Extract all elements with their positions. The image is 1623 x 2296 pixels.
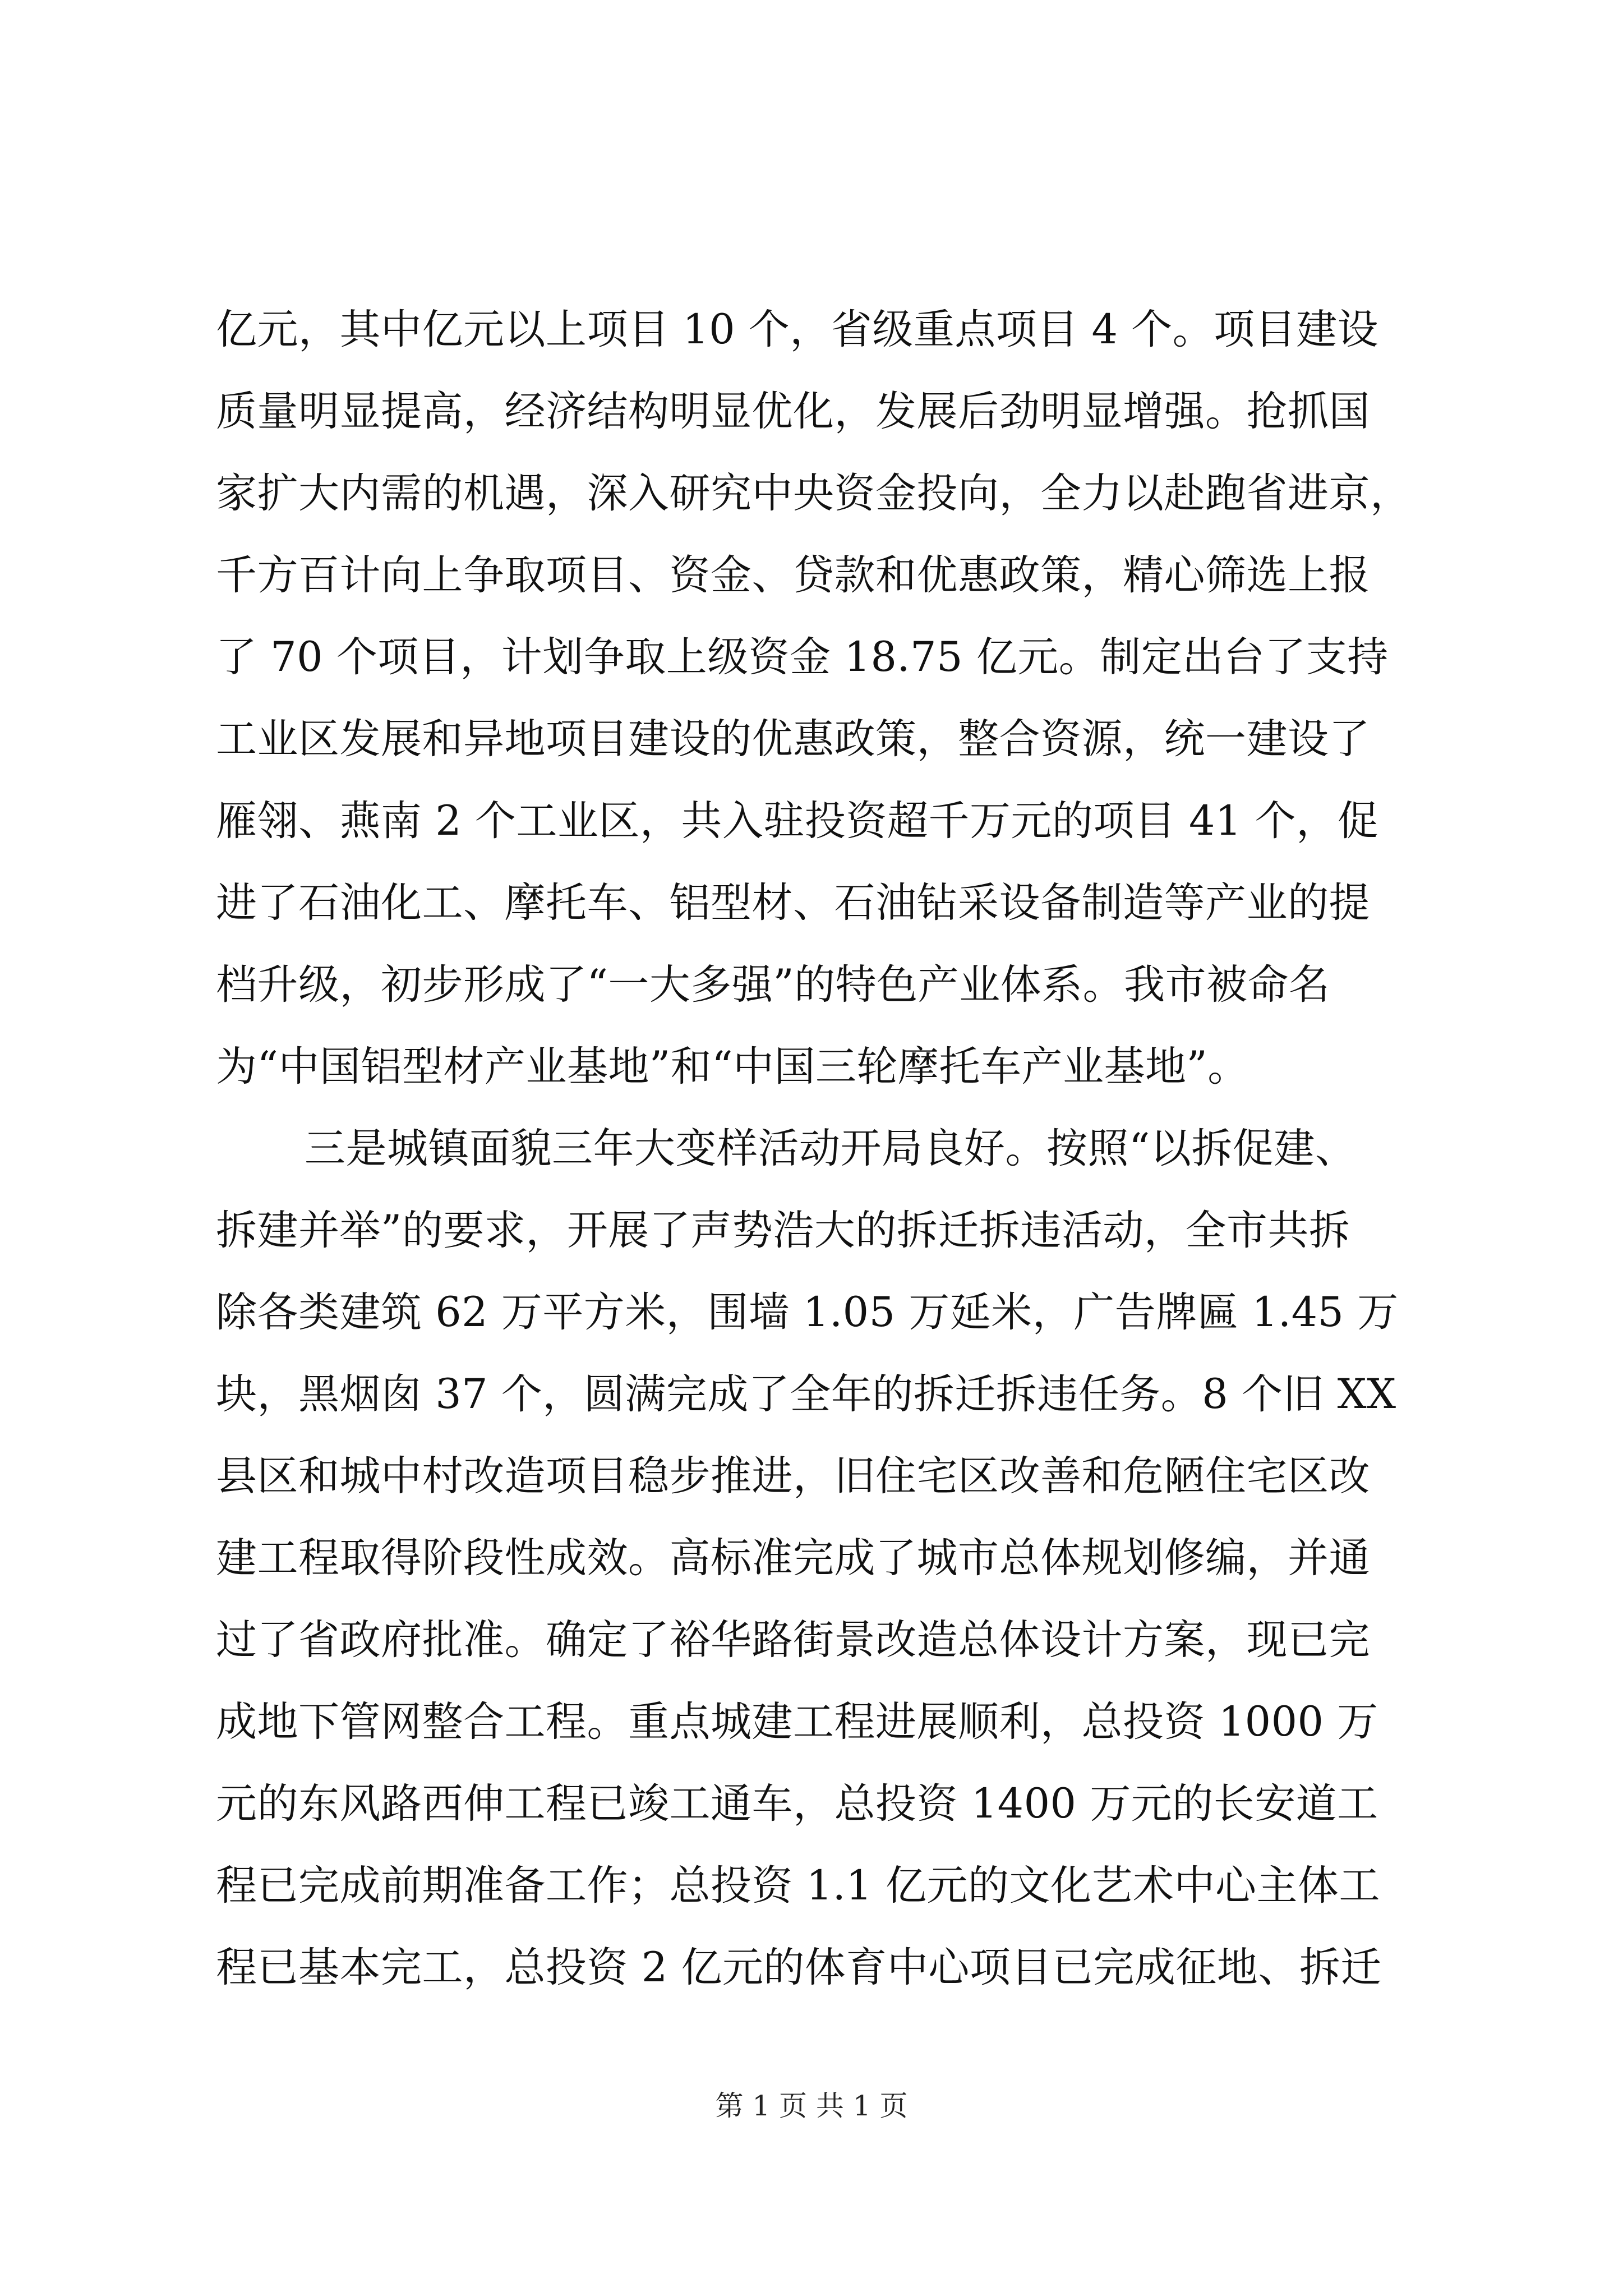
text-line: 工业区发展和异地项目建设的优惠政策，整合资源，统一建设了 (216, 715, 1370, 763)
text-line: 亿元，其中亿元以上项目 10 个，省级重点项目 4 个。项目建设 (216, 306, 1379, 353)
text-line: 家扩大内需的机遇，深入研究中央资金投向，全力以赴跑省进京， (216, 470, 1412, 517)
text-line: 了 70 个项目，计划争取上级资金 18.75 亿元。制定出台了支持 (216, 633, 1389, 681)
page-number-label: 第 1 页 共 1 页 (715, 2090, 908, 2122)
text-line: 雁翎、燕南 2 个工业区，共入驻投资超千万元的项目 41 个，促 (216, 797, 1379, 845)
paragraph-first-line: 三是城镇面貌三年大变样活动开局良好。按照“以拆促建、 (305, 1125, 1357, 1172)
text-line: 建工程取得阶段性成效。高标准完成了城市总体规划修编，并通 (216, 1534, 1370, 1582)
text-line: 元的东风路西伸工程已竣工通车，总投资 1400 万元的长安道工 (216, 1780, 1378, 1828)
text-line: 进了石油化工、摩托车、铝型材、石油钻采设备制造等产业的提 (216, 879, 1370, 927)
text-line: 拆建并举”的要求，开展了声势浩大的拆迁拆违活动，全市共拆 (216, 1207, 1350, 1254)
text-line: 成地下管网整合工程。重点城建工程进展顺利，总投资 1000 万 (216, 1698, 1378, 1746)
text-line: 档升级，初步形成了“一大多强”的特色产业体系。我市被命名 (216, 961, 1330, 1009)
text-line: 块，黑烟囱 37 个，圆满完成了全年的拆迁拆违任务。8 个旧 XX (216, 1370, 1396, 1418)
page-footer (0, 2089, 1623, 2123)
text-line: 程已基本完工，总投资 2 亿元的体育中心项目已完成征地、拆迁 (216, 1944, 1382, 1991)
text-line: 程已完成前期准备工作；总投资 1.1 亿元的文化艺术中心主体工 (216, 1862, 1381, 1910)
body-text (216, 289, 1427, 2009)
text-line: 县区和城中村改造项目稳步推进，旧住宅区改善和危陋住宅区改 (216, 1452, 1370, 1500)
text-line: 千方百计向上争取项目、资金、贷款和优惠政策，精心筛选上报 (216, 551, 1370, 599)
text-line: 质量明显提高，经济结构明显优化，发展后劲明显增强。抢抓国 (216, 388, 1370, 435)
text-line: 除各类建筑 62 万平方米，围墙 1.05 万延米，广告牌匾 1.45 万 (216, 1289, 1399, 1336)
text-line: 过了省政府批准。确定了裕华路街景改造总体设计方案，现已完 (216, 1616, 1370, 1664)
text-line: 为“中国铝型材产业基地”和“中国三轮摩托车产业基地”。 (216, 1043, 1249, 1091)
